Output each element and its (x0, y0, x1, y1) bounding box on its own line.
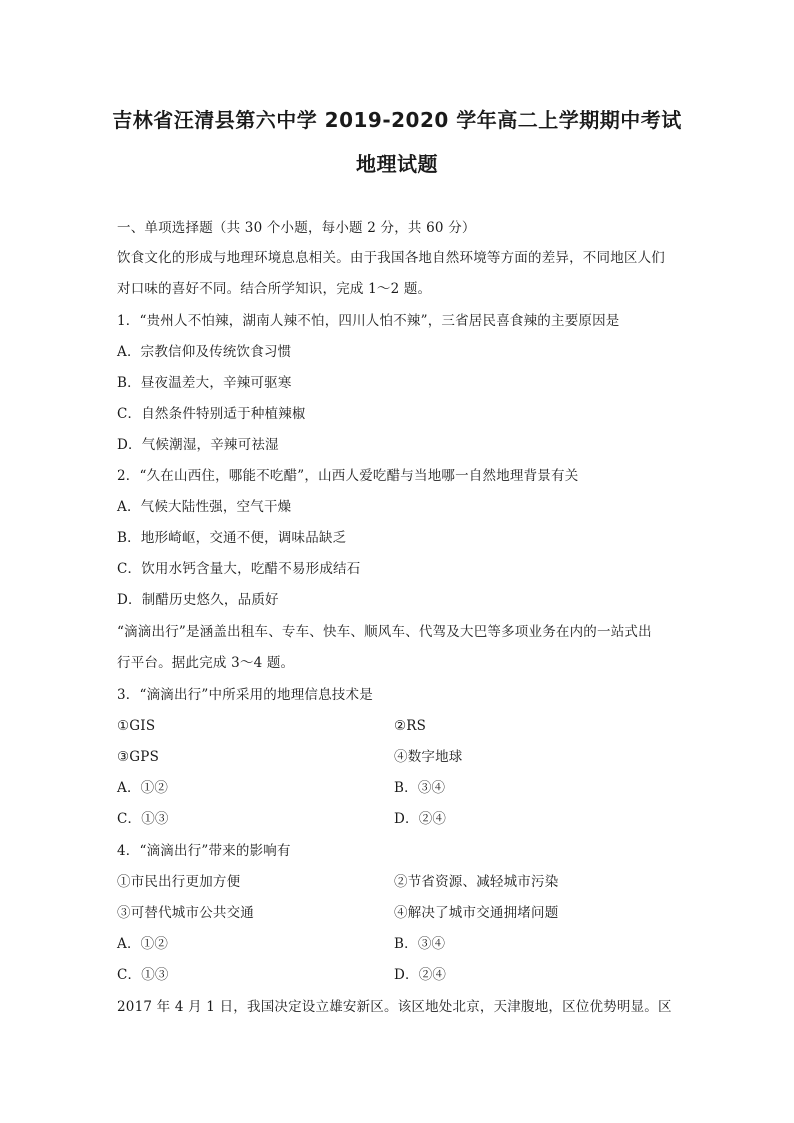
question-2-option-a: A．气候大陆性强，空气干燥 (117, 499, 292, 515)
question-4-item-1: ①市民出行更加方便 (117, 874, 241, 890)
question-1-option-a: A．宗教信仰及传统饮食习惯 (117, 344, 292, 360)
passage-2-line-1: “滴滴出行”是涵盖出租车、专车、快车、顺风车、代驾及大巴等多项业务在内的一站式出 (117, 624, 652, 640)
question-3-option-b: B．③④ (394, 780, 446, 796)
question-3-item-2: ②RS (394, 718, 427, 734)
exam-title: 吉林省汪清县第六中学 2019-2020 学年高二上学期期中考试 (112, 108, 682, 132)
question-2-stem: 2．“久在山西住，哪能不吃醋”，山西人爱吃醋与当地哪一自然地理背景有关 (117, 468, 579, 484)
question-3-item-3: ③GPS (117, 749, 160, 765)
passage-1-line-2: 对口味的喜好不同。结合所学知识，完成 1～2 题。 (117, 281, 432, 297)
question-3-option-a: A．①② (117, 780, 169, 796)
question-3-option-c: C．①③ (117, 811, 169, 827)
passage-1-line-1: 饮食文化的形成与地理环境息息相关。由于我国各地自然环境等方面的差异，不同地区人们 (117, 250, 665, 266)
exam-subtitle: 地理试题 (356, 152, 438, 176)
question-3-stem: 3．“滴滴出行”中所采用的地理信息技术是 (117, 687, 373, 703)
question-3-option-d: D．②④ (394, 811, 447, 827)
question-2-option-b: B．地形崎岖，交通不便，调味品缺乏 (117, 530, 347, 546)
question-4-item-2: ②节省资源、减轻城市污染 (394, 874, 559, 890)
question-3-item-4: ④数字地球 (394, 749, 463, 765)
question-4-option-b: B．③④ (394, 936, 446, 952)
question-4-item-4: ④解决了城市交通拥堵问题 (394, 905, 559, 921)
question-1-option-b: B．昼夜温差大，辛辣可驱寒 (117, 375, 292, 391)
passage-2-line-2: 行平台。据此完成 3～4 题。 (117, 655, 295, 671)
question-2-option-c: C．饮用水钙含量大，吃醋不易形成结石 (117, 561, 361, 577)
question-4-option-c: C．①③ (117, 967, 169, 983)
passage-3-line-1: 2017 年 4 月 1 日，我国决定设立雄安新区。该区地处北京，天津腹地，区位优势明显。区 (117, 999, 672, 1015)
question-4-option-d: D．②④ (394, 967, 447, 983)
question-2-option-d: D．制醋历史悠久，品质好 (117, 592, 279, 608)
section-heading: 一、单项选择题（共 30 个小题，每小题 2 分，共 60 分） (117, 220, 476, 236)
question-1-option-c: C．自然条件特别适于种植辣椒 (117, 406, 306, 422)
question-4-option-a: A．①② (117, 936, 169, 952)
question-4-item-3: ③可替代城市公共交通 (117, 905, 254, 921)
question-4-stem: 4．“滴滴出行”带来的影响有 (117, 843, 291, 859)
question-1-option-d: D．气候潮湿，辛辣可祛湿 (117, 437, 279, 453)
question-1-stem: 1．“贵州人不怕辣，湖南人辣不怕，四川人怕不辣”，三省居民喜食辣的主要原因是 (117, 313, 620, 329)
question-3-item-1: ①GIS (117, 718, 156, 734)
